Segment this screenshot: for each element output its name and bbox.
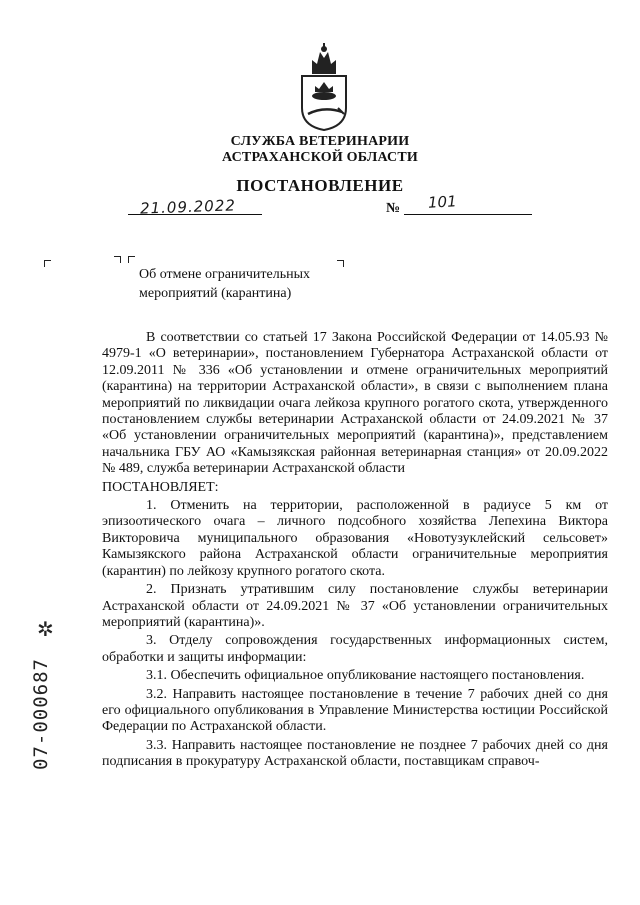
corner-mark-subject-start bbox=[128, 256, 135, 263]
item-paragraph: 1. Отменить на территории, расположенной в радиусе 5 км от эпизоотического очага – личного подсобного хозяйства Лепехина Виктора Викторовича муниципального образования «Новотузуклейский сельсовет» Камызякского района Астраханской области ограничительные мероприятия (карантин) по лейкозу крупного рогатого скота. bbox=[102, 498, 608, 579]
item-paragraph: 2. Признать утратившим силу постановление службы ветеринарии Астраханской области от 24.09.2021 № 37 «Об установлении ограничительных мероприятий (карантина)». bbox=[102, 582, 608, 630]
document-number: 101 bbox=[427, 192, 458, 212]
subject-line1: Об отмене ограничительных bbox=[139, 267, 311, 282]
document-body bbox=[102, 330, 608, 773]
document-date: 21.09.2022 bbox=[139, 196, 237, 218]
subject-line2: мероприятий (карантина) bbox=[139, 286, 292, 301]
margin-mark: ✲ bbox=[37, 619, 54, 641]
coat-of-arms-emblem bbox=[298, 40, 350, 132]
preamble-paragraph: В соответствии со статьей 17 Закона Российской Федерации от 14.05.93 № 4979-1 «О ветеринарии», постановлением Губернатора Астраханской области от 12.09.2011 № 336 «Об установлении и отмене ограничительных мероприятий (карантина) на территории Астраханской области», в связи с выполнением плана мероприятий по ликвидации очага лейкоза крупного рогатого скота, утвержденного постановлением службы ветеринарии Астраханской области от 24.09.2021 № 37 «Об установлении ограничительных мероприятий (карантина)», представлением начальника ГБУ АО «Камызякская районная ветеринарная станция» от 20.09.2022 № 489, служба ветеринарии Астраханской области bbox=[102, 330, 608, 477]
corner-mark-left bbox=[44, 260, 51, 267]
document-subject bbox=[139, 265, 310, 303]
organization-name-line2: АСТРАХАНСКОЙ ОБЛАСТИ bbox=[221, 150, 418, 165]
registration-number: 07-000687 bbox=[30, 658, 52, 770]
number-underline bbox=[404, 214, 532, 215]
corner-mark-left-inner bbox=[114, 256, 121, 263]
organization-name-line1: СЛУЖБА ВЕТЕРИНАРИИ bbox=[230, 134, 410, 149]
item-paragraph: 3.1. Обеспечить официальное опубликование настоящего постановления. bbox=[146, 668, 585, 684]
date-underline bbox=[128, 214, 262, 215]
item-paragraph: 3.2. Направить настоящее постановление в течение 7 рабочих дней со дня его официального опубликования в Управление Министерства юстиции Российской Федерации по Астраханской области. bbox=[102, 686, 608, 735]
number-sign: № bbox=[386, 201, 401, 216]
item-paragraph: 3. Отделу сопровождения государственных информационных систем, обработки и защиты информации: bbox=[102, 633, 608, 665]
document-type-title: ПОСТАНОВЛЕНИЕ bbox=[236, 176, 404, 195]
corner-mark-subject-end bbox=[337, 260, 344, 267]
resolve-heading: ПОСТАНОВЛЯЕТ: bbox=[102, 479, 219, 495]
item-paragraph: 3.3. Направить настоящее постановление не позднее 7 рабочих дней со дня подписания в прокуратуру Астраханской области, поставщикам справоч- bbox=[102, 737, 608, 770]
